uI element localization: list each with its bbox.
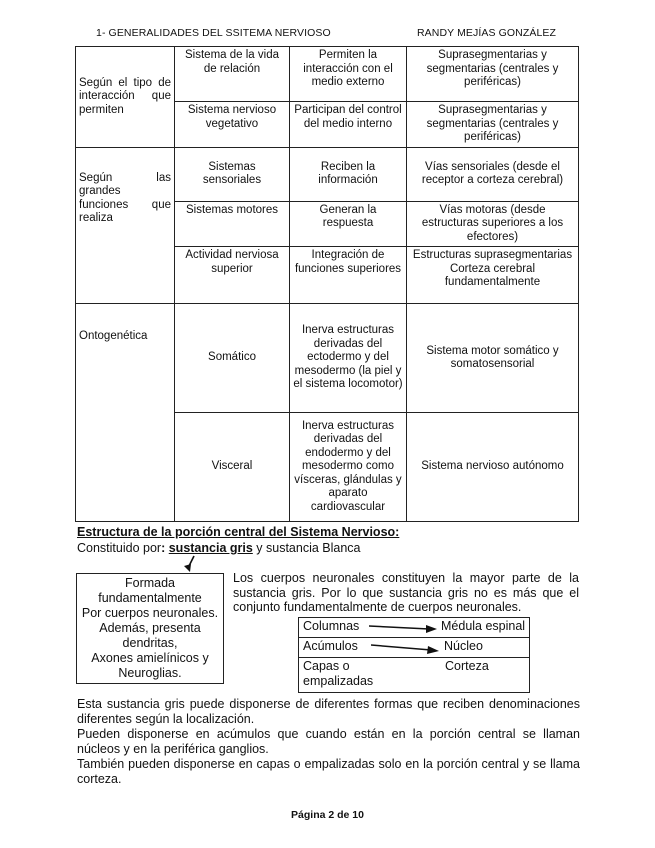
header-title: 1- GENERALIDADES DEL SSITEMA NERVIOSO bbox=[96, 27, 331, 39]
type-cell: Sistema de la vida de relación bbox=[175, 47, 290, 102]
type-cell: Sistemas motores bbox=[175, 201, 290, 247]
structures-cell: Vías motoras (desde estructuras superiores a los efectores) bbox=[407, 201, 579, 247]
section-subtitle bbox=[77, 541, 361, 555]
structures-cell: Sistema motor somático y somatosensorial bbox=[407, 304, 579, 413]
function-cell: Inerva estructuras derivadas del endodermo y del mesodermo como vísceras, glándulas y aparato cardiovascular bbox=[290, 413, 407, 522]
subtitle-suffix: y sustancia Blanca bbox=[252, 541, 361, 555]
type-cell: Sistema nervioso vegetativo bbox=[175, 102, 290, 148]
category-cell bbox=[76, 304, 175, 522]
arrangement-row bbox=[299, 658, 530, 693]
function-cell: Participan del control del medio interno bbox=[290, 102, 407, 148]
subtitle-prefix: Constituido por bbox=[77, 541, 162, 555]
category-label: Según el tipo de interacción que permiten bbox=[79, 76, 171, 116]
type-cell: Visceral bbox=[175, 413, 290, 522]
function-cell: Reciben la información bbox=[290, 147, 407, 201]
type-cell: Somático bbox=[175, 304, 290, 413]
box-line: Además, presenta bbox=[99, 621, 201, 635]
structures-cell: Suprasegmentarias y segmentarias (centrales y periféricas) bbox=[407, 102, 579, 148]
body-paragraph: Pueden disponerse en acúmulos que cuando están en la porción central se llaman núcleos y en la periférica ganglios. bbox=[77, 727, 580, 756]
arrangement-form: Columnas bbox=[303, 619, 360, 633]
box-line: Por cuerpos neuronales. bbox=[81, 606, 219, 620]
body-paragraph: También pueden disponerse en capas o empalizadas solo en la porción central y se llama corteza. bbox=[77, 757, 580, 786]
header-author: RANDY MEJÍAS GONZÁLEZ bbox=[417, 27, 557, 39]
category-cell bbox=[76, 147, 175, 304]
function-cell: Generan la respuesta bbox=[290, 201, 407, 247]
structures-cell: Suprasegmentarias y segmentarias (centrales y periféricas) bbox=[407, 47, 579, 102]
box-line: Formada bbox=[124, 576, 176, 590]
arrangement-location: Médula espinal bbox=[441, 619, 526, 633]
box-line: fundamentalmente bbox=[98, 591, 202, 605]
page-number: Página 2 de 10 bbox=[291, 809, 364, 821]
type-cell: Actividad nerviosa superior bbox=[175, 247, 290, 304]
arrangement-table bbox=[298, 617, 530, 693]
body-text bbox=[77, 697, 580, 787]
arrow-right-icon bbox=[369, 621, 439, 633]
box-line: dendritas, bbox=[122, 636, 178, 650]
structures-cell: Sistema nervioso autónomo bbox=[407, 413, 579, 522]
structures-cell: Vías sensoriales (desde el receptor a corteza cerebral) bbox=[407, 147, 579, 201]
arrangement-row bbox=[299, 638, 530, 658]
arrangement-row bbox=[299, 618, 530, 638]
category-cell bbox=[76, 47, 175, 148]
category-label: Según las grandes funciones que realiza bbox=[79, 171, 171, 224]
arrow-right-icon bbox=[371, 641, 441, 655]
box-line: Axones amielínicos y bbox=[91, 651, 209, 665]
function-cell: Integración de funciones superiores bbox=[290, 247, 407, 304]
subtitle-highlight: sustancia gris bbox=[168, 541, 253, 555]
type-cell: Sistemas sensoriales bbox=[175, 147, 290, 201]
structures-cell: Estructuras suprasegmentarias Corteza cerebral fundamentalmente bbox=[407, 247, 579, 304]
classification-table bbox=[75, 46, 579, 522]
subtitle-colon: : bbox=[161, 541, 166, 555]
neurons-paragraph: Los cuerpos neuronales constituyen la mayor parte de la sustancia gris. Por lo que sustancia gris no es más que el conjunto fundamentalmente de cuerpos neuronales. bbox=[233, 571, 579, 614]
arrangement-location: Núcleo bbox=[444, 639, 483, 653]
function-cell: Permiten la interacción con el medio externo bbox=[290, 47, 407, 102]
arrangement-form: Capas o empalizadas bbox=[303, 659, 374, 688]
arrow-down-icon bbox=[180, 555, 200, 573]
box-line: Neuroglias. bbox=[118, 666, 182, 680]
arrangement-location: Corteza bbox=[445, 659, 489, 673]
category-label: Ontogenética bbox=[79, 330, 148, 342]
gray-matter-box bbox=[76, 573, 224, 684]
body-paragraph: Esta sustancia gris puede disponerse de diferentes formas que reciben denominaciones diferentes según la localización. bbox=[77, 697, 580, 726]
section-title: Estructura de la porción central del Sistema Nervioso: bbox=[77, 525, 400, 539]
function-cell: Inerva estructuras derivadas del ectodermo y del mesodermo (la piel y el sistema locomotor) bbox=[290, 304, 407, 413]
arrangement-form: Acúmulos bbox=[303, 639, 358, 653]
